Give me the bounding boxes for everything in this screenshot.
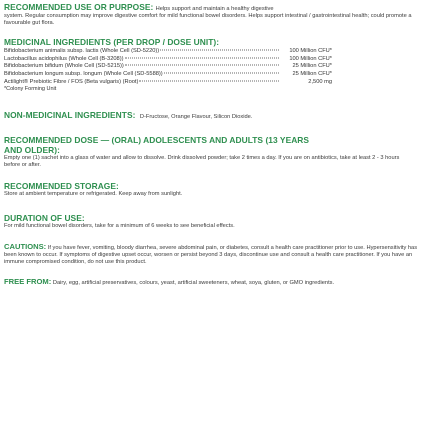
cautions-text: If you have fever, vomiting, bloody diarrhea, severe abdominal pain, or diabetes, consult a health care practitioner prior to use. Hypersensitivity has been known to occur. If symptoms of digestive upset occur, worsen or persist beyond 3 days, discontinue use and consult a health care practitioner. If you have an immune compromised condition, do not use this product. xyxy=(4,245,418,266)
leader-dots xyxy=(139,80,279,81)
section-free-from xyxy=(4,278,431,287)
leader-dots xyxy=(160,50,279,51)
ingredient-name: Bifidobacterium bifidum (Whole Cell (SD-5215)) xyxy=(4,63,124,70)
recommended-use-heading: RECOMMENDED USE OR PURPOSE: xyxy=(4,2,154,12)
ingredient-name: Actilight® Prebiotic Fibre / FOS (Beta vulgaris) (Root) xyxy=(4,78,139,85)
ingredient-row xyxy=(4,63,332,71)
medicinal-ingredients-heading: MEDICINAL INGREDIENTS (PER DROP / DOSE UNIT): xyxy=(4,37,220,48)
section-medicinal-ingredients xyxy=(4,37,431,93)
section-recommended-dose xyxy=(4,135,431,169)
ingredient-row xyxy=(4,79,332,87)
free-from-heading: FREE FROM: xyxy=(4,277,52,287)
section-recommended-storage xyxy=(4,181,431,198)
ingredient-row xyxy=(4,48,332,56)
ingredient-amount: 25 Million CFU* xyxy=(292,71,332,78)
ingredient-row xyxy=(4,71,332,79)
ingredient-name: Lactobacillus acidophilus (Whole Cell (B-3208)) xyxy=(4,55,124,62)
cfu-footnote: *Colony Forming Unit xyxy=(4,86,57,93)
recommended-use-text-inline: Helps support and maintain a healthy digestive xyxy=(155,6,274,12)
ingredient-list xyxy=(4,48,431,86)
recommended-dose-text: Empty one (1) sachet into a glass of water and allow to dissolve. Drink dissolved powder; take 2 times a day. If you are on antibiotics, take at least 2 - 3 hours before or after. xyxy=(4,154,400,168)
leader-dots xyxy=(125,57,280,58)
ingredient-amount: 2,500 mg xyxy=(308,78,332,85)
cautions-heading: CAUTIONS: xyxy=(4,242,47,252)
section-cautions xyxy=(4,243,431,266)
section-duration-of-use xyxy=(4,213,431,230)
duration-of-use-text: For mild functional bowel disorders, take for a minimum of 6 weeks to see beneficial effects. xyxy=(4,222,235,229)
section-non-medicinal-ingredients xyxy=(4,105,431,123)
leader-dots xyxy=(164,73,279,74)
non-medicinal-text: D-Fructose, Orange Flavour, Silicon Dioxide. xyxy=(139,113,253,120)
recommended-dose-heading-line2: AND OLDER): xyxy=(4,144,60,155)
recommended-storage-text: Store at ambient temperature or refrigerated. Keep away from sunlight. xyxy=(4,190,183,197)
leader-dots xyxy=(125,65,279,66)
duration-of-use-heading: DURATION OF USE: xyxy=(4,212,85,223)
recommended-use-text: system. Regular consumption may improve digestive comfort for mild functional bowel disorders. Helps support intestinal / gastrointestinal health; could promote a favourable gut flora. xyxy=(4,13,412,27)
ingredient-amount: 100 Million CFU* xyxy=(289,48,332,55)
product-label xyxy=(4,2,431,296)
recommended-dose-heading-line1: RECOMMENDED DOSE — (ORAL) ADOLESCENTS AND ADULTS (13 YEARS xyxy=(4,134,310,145)
ingredient-amount: 25 Million CFU* xyxy=(292,63,332,70)
ingredient-name: Bifidobacterium animalis subsp. lactis (Whole Cell (SD-5220)) xyxy=(4,48,160,55)
ingredient-row xyxy=(4,56,332,64)
ingredient-name: Bifidobacterium longum subsp. longum (Whole Cell (SD-5588)) xyxy=(4,71,163,78)
non-medicinal-heading: NON-MEDICINAL INGREDIENTS: xyxy=(4,109,136,120)
recommended-storage-heading: RECOMMENDED STORAGE: xyxy=(4,180,119,191)
ingredient-amount: 100 Million CFU* xyxy=(289,55,332,62)
section-recommended-use xyxy=(4,2,431,27)
free-from-text: Dairy, egg, artificial preservatives, colours, yeast, artificial sweeteners, wheat, soya, gluten, or GMO ingredients. xyxy=(52,280,335,287)
